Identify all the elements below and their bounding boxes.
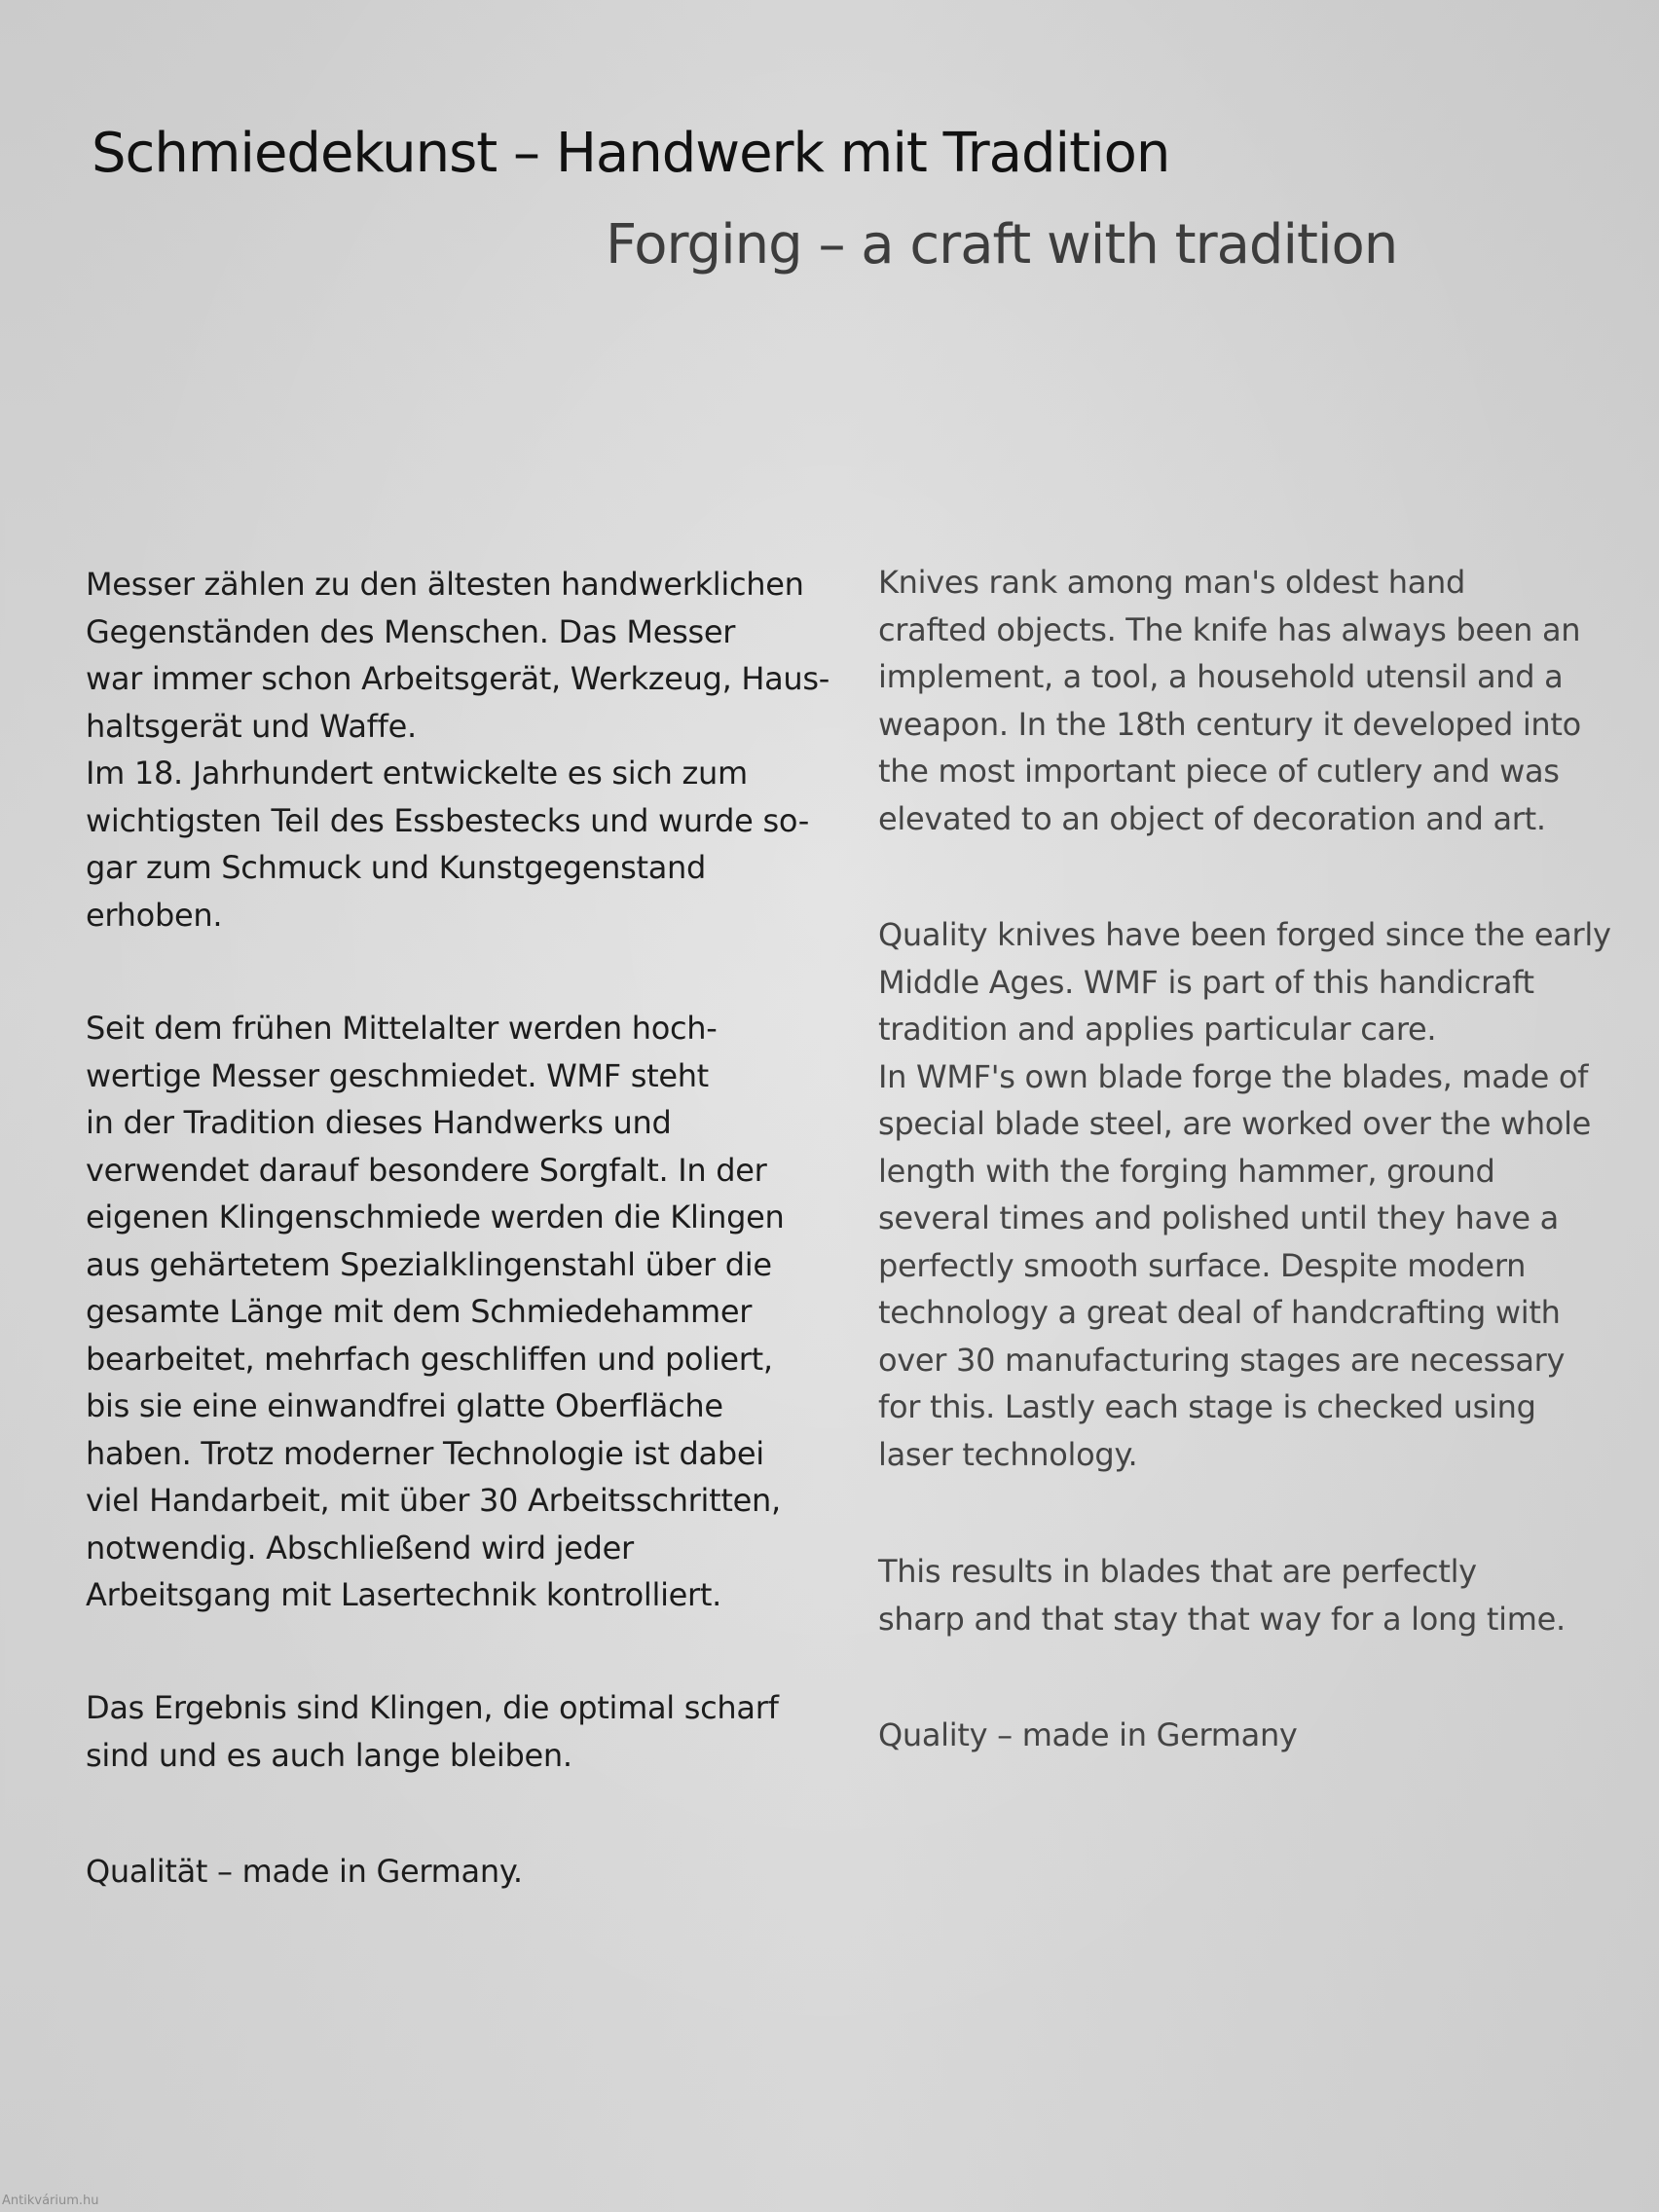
english-paragraph-2 [878,911,1611,1478]
text-line: over 30 manufacturing stages are necessary [878,1341,1566,1379]
text-line: Messer zählen zu den ältesten handwerklichen [86,566,804,603]
text-line: crafted objects. The knife has always been an [878,610,1581,648]
text-line: for this. Lastly each stage is checked using [878,1388,1536,1425]
text-line: technology a great deal of handcrafting with [878,1294,1561,1331]
text-line: Qualität – made in Germany. [86,1853,523,1890]
text-line: several times and polished until they have a [878,1199,1559,1236]
english-paragraph-1 [878,559,1581,842]
text-line: elevated to an object of decoration and art. [878,799,1546,837]
text-line: sharp and that stay that way for a long time. [878,1600,1566,1638]
text-line: gar zum Schmuck und Kunstgegenstand [86,849,707,886]
german-paragraph-3 [86,1684,779,1779]
text-line: implement, a tool, a household utensil and a [878,658,1564,695]
english-paragraph-4 [878,1712,1298,1759]
text-line: Arbeitsgang mit Lasertechnik kontrolliert. [86,1576,722,1613]
text-line: war immer schon Arbeitsgerät, Werkzeug, Haus- [86,660,830,697]
english-paragraph-3 [878,1548,1566,1642]
text-line: wertige Messer geschmiedet. WMF steht [86,1056,709,1094]
text-line: Das Ergebnis sind Klingen, die optimal scharf [86,1689,779,1726]
text-line: viel Handarbeit, mit über 30 Arbeitsschritten, [86,1482,781,1519]
text-line: Knives rank among man's oldest hand [878,564,1466,601]
text-line: aus gehärtetem Spezialklingenstahl über die [86,1245,772,1283]
text-line: perfectly smooth surface. Despite modern [878,1246,1527,1284]
text-line: In WMF's own blade forge the blades, made of [878,1057,1589,1095]
title-german: Schmiedekunst – Handwerk mit Tradition [92,122,1170,185]
text-line: haben. Trotz moderner Technologie ist dabei [86,1434,764,1472]
text-line: sind und es auch lange bleiben. [86,1736,572,1774]
watermark: Antikvárium.hu [2,2194,99,2208]
text-line: Quality knives have been forged since the early [878,916,1611,953]
german-paragraph-4 [86,1848,523,1896]
text-line: tradition and applies particular care. [878,1011,1437,1048]
text-line: in der Tradition dieses Handwerks und [86,1104,672,1141]
text-line: verwendet darauf besondere Sorgfalt. In der [86,1151,767,1189]
text-line: notwendig. Abschließend wird jeder [86,1529,634,1567]
text-line: Gegenständen des Menschen. Das Messer [86,612,736,650]
german-paragraph-1 [86,561,830,939]
text-line: gesamte Länge mit dem Schmiedehammer [86,1293,753,1330]
text-line: laser technology. [878,1435,1138,1473]
text-line: the most important piece of cutlery and was [878,753,1560,790]
text-line: Im 18. Jahrhundert entwickelte es sich zum [86,755,748,792]
text-line: bis sie eine einwandfrei glatte Oberfläche [86,1387,723,1424]
text-line: eigenen Klingenschmiede werden die Klingen [86,1198,785,1235]
text-line: haltsgerät und Waffe. [86,707,417,745]
text-line: This results in blades that are perfectly [878,1553,1477,1590]
text-line: Seit dem frühen Mittelalter werden hoch- [86,1010,718,1047]
german-paragraph-2 [86,1005,785,1619]
text-line: special blade steel, are worked over the whole [878,1105,1592,1142]
title-english: Forging – a craft with tradition [606,213,1398,276]
text-line: Middle Ages. WMF is part of this handicraft [878,963,1534,1001]
text-line: length with the forging hammer, ground [878,1152,1495,1190]
text-line: Quality – made in Germany [878,1716,1298,1753]
text-line: erhoben. [86,896,223,934]
text-line: weapon. In the 18th century it developed into [878,705,1581,743]
text-line: bearbeitet, mehrfach geschliffen und poliert, [86,1340,773,1378]
text-line: wichtigsten Teil des Essbestecks und wurde so- [86,801,809,839]
